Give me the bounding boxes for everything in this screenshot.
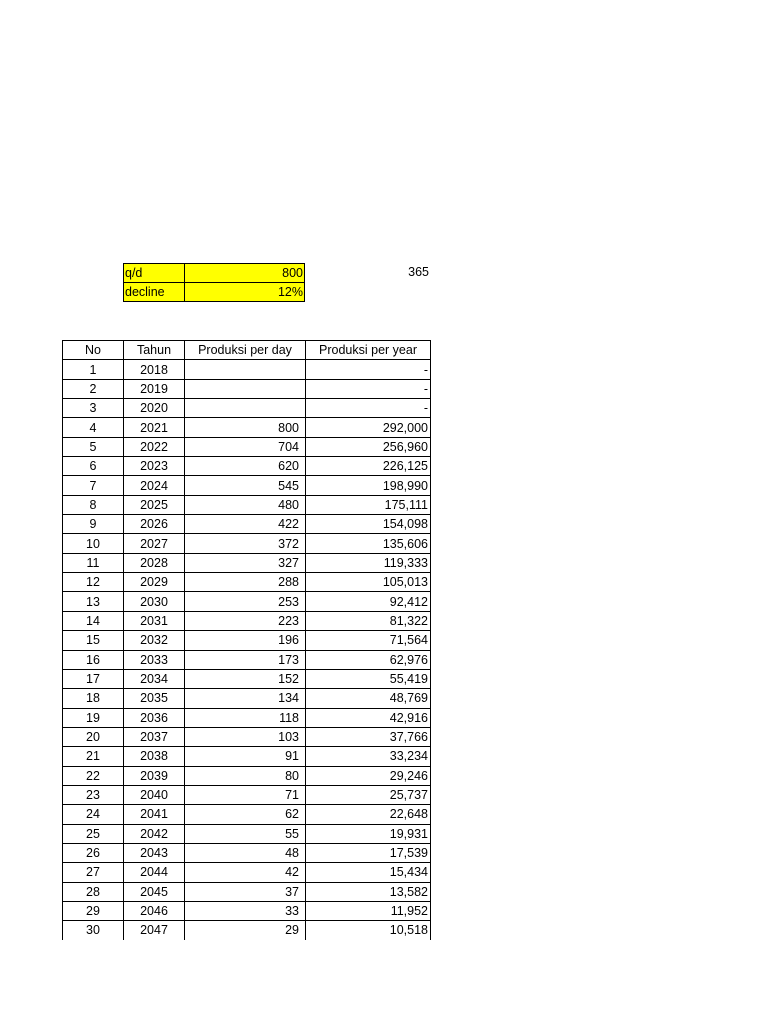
cell-produksi-per-day[interactable]: 118 bbox=[185, 708, 306, 727]
cell-no[interactable]: 1 bbox=[63, 360, 124, 379]
table-row bbox=[63, 399, 431, 418]
cell-tahun[interactable]: 2033 bbox=[124, 650, 185, 669]
cell-tahun[interactable]: 2035 bbox=[124, 689, 185, 708]
table-row bbox=[63, 785, 431, 804]
table-row bbox=[63, 650, 431, 669]
cell-no[interactable]: 6 bbox=[63, 457, 124, 476]
cell-produksi-per-year[interactable]: 175,111 bbox=[306, 495, 431, 514]
table-row bbox=[63, 515, 431, 534]
cell-produksi-per-year[interactable]: 81,322 bbox=[306, 611, 431, 630]
cell-produksi-per-day[interactable] bbox=[185, 379, 306, 398]
cell-tahun[interactable]: 2018 bbox=[124, 360, 185, 379]
cell-tahun[interactable]: 2026 bbox=[124, 515, 185, 534]
cell-produksi-per-year[interactable]: 256,960 bbox=[306, 437, 431, 456]
cell-produksi-per-day[interactable]: 134 bbox=[185, 689, 306, 708]
table-row bbox=[63, 689, 431, 708]
cell-no[interactable]: 2 bbox=[63, 379, 124, 398]
cell-no[interactable]: 27 bbox=[63, 863, 124, 882]
header-no[interactable]: No bbox=[63, 341, 124, 360]
cell-no[interactable]: 22 bbox=[63, 766, 124, 785]
cell-produksi-per-year[interactable]: 292,000 bbox=[306, 418, 431, 437]
cell-no[interactable]: 26 bbox=[63, 843, 124, 862]
table-row bbox=[63, 573, 431, 592]
cell-produksi-per-year[interactable]: 22,648 bbox=[306, 805, 431, 824]
cell-produksi-per-year[interactable]: 71,564 bbox=[306, 631, 431, 650]
cell-no[interactable]: 16 bbox=[63, 650, 124, 669]
cell-tahun[interactable]: 2030 bbox=[124, 592, 185, 611]
cell-tahun[interactable]: 2020 bbox=[124, 399, 185, 418]
cell-produksi-per-day[interactable]: 29 bbox=[185, 921, 306, 940]
cell-tahun[interactable]: 2047 bbox=[124, 921, 185, 940]
table-row bbox=[63, 495, 431, 514]
production-table bbox=[62, 340, 431, 940]
cell-produksi-per-year[interactable]: 37,766 bbox=[306, 727, 431, 746]
cell-produksi-per-year[interactable]: 55,419 bbox=[306, 669, 431, 688]
cell-tahun[interactable]: 2039 bbox=[124, 766, 185, 785]
table-row bbox=[63, 418, 431, 437]
cell-tahun[interactable]: 2024 bbox=[124, 476, 185, 495]
table-row bbox=[63, 553, 431, 572]
cell-no[interactable]: 23 bbox=[63, 785, 124, 804]
table-row bbox=[63, 534, 431, 553]
table-row bbox=[63, 766, 431, 785]
table-row bbox=[63, 631, 431, 650]
cell-tahun[interactable]: 2044 bbox=[124, 863, 185, 882]
cell-tahun[interactable]: 2040 bbox=[124, 785, 185, 804]
cell-tahun[interactable]: 2034 bbox=[124, 669, 185, 688]
qd-row bbox=[124, 264, 305, 283]
cell-tahun[interactable]: 2037 bbox=[124, 727, 185, 746]
cell-no[interactable]: 14 bbox=[63, 611, 124, 630]
decline-value[interactable]: 12% bbox=[185, 283, 305, 302]
table-row bbox=[63, 843, 431, 862]
cell-no[interactable]: 17 bbox=[63, 669, 124, 688]
cell-tahun[interactable]: 2029 bbox=[124, 573, 185, 592]
cell-produksi-per-day[interactable]: 152 bbox=[185, 669, 306, 688]
cell-produksi-per-year[interactable]: - bbox=[306, 399, 431, 418]
table-row bbox=[63, 379, 431, 398]
table-row bbox=[63, 611, 431, 630]
cell-no[interactable]: 18 bbox=[63, 689, 124, 708]
table-row bbox=[63, 708, 431, 727]
cell-produksi-per-day[interactable]: 800 bbox=[185, 418, 306, 437]
header-produksi-per-day[interactable]: Produksi per day bbox=[185, 341, 306, 360]
decline-label[interactable]: decline bbox=[124, 283, 185, 302]
table-row bbox=[63, 457, 431, 476]
cell-produksi-per-year[interactable]: 42,916 bbox=[306, 708, 431, 727]
cell-produksi-per-day[interactable]: 62 bbox=[185, 805, 306, 824]
cell-no[interactable]: 15 bbox=[63, 631, 124, 650]
cell-tahun[interactable]: 2025 bbox=[124, 495, 185, 514]
cell-no[interactable]: 5 bbox=[63, 437, 124, 456]
cell-produksi-per-day[interactable]: 37 bbox=[185, 882, 306, 901]
table-row bbox=[63, 437, 431, 456]
table-row bbox=[63, 824, 431, 843]
table-row bbox=[63, 476, 431, 495]
cell-no[interactable]: 3 bbox=[63, 399, 124, 418]
cell-produksi-per-day[interactable] bbox=[185, 360, 306, 379]
cell-produksi-per-year[interactable]: 119,333 bbox=[306, 553, 431, 572]
cell-produksi-per-year[interactable]: 105,013 bbox=[306, 573, 431, 592]
cell-produksi-per-year[interactable]: 62,976 bbox=[306, 650, 431, 669]
cell-produksi-per-day[interactable]: 327 bbox=[185, 553, 306, 572]
cell-produksi-per-year[interactable]: 10,518 bbox=[306, 921, 431, 940]
production-table-body bbox=[63, 360, 431, 940]
cell-produksi-per-day[interactable]: 173 bbox=[185, 650, 306, 669]
cell-tahun[interactable]: 2042 bbox=[124, 824, 185, 843]
cell-produksi-per-year[interactable]: 92,412 bbox=[306, 592, 431, 611]
cell-produksi-per-day[interactable]: 80 bbox=[185, 766, 306, 785]
cell-no[interactable]: 8 bbox=[63, 495, 124, 514]
table-row bbox=[63, 592, 431, 611]
cell-produksi-per-day[interactable] bbox=[185, 399, 306, 418]
cell-tahun[interactable]: 2045 bbox=[124, 882, 185, 901]
cell-produksi-per-day[interactable]: 223 bbox=[185, 611, 306, 630]
cell-no[interactable]: 13 bbox=[63, 592, 124, 611]
cell-produksi-per-day[interactable]: 253 bbox=[185, 592, 306, 611]
cell-produksi-per-year[interactable]: 135,606 bbox=[306, 534, 431, 553]
cell-produksi-per-year[interactable]: 11,952 bbox=[306, 901, 431, 920]
cell-produksi-per-day[interactable]: 372 bbox=[185, 534, 306, 553]
cell-produksi-per-day[interactable]: 71 bbox=[185, 785, 306, 804]
cell-tahun[interactable]: 2028 bbox=[124, 553, 185, 572]
header-produksi-per-year[interactable]: Produksi per year bbox=[306, 341, 431, 360]
cell-produksi-per-year[interactable]: 13,582 bbox=[306, 882, 431, 901]
cell-produksi-per-day[interactable]: 33 bbox=[185, 901, 306, 920]
cell-no[interactable]: 11 bbox=[63, 553, 124, 572]
cell-produksi-per-year[interactable]: 154,098 bbox=[306, 515, 431, 534]
cell-produksi-per-day[interactable]: 704 bbox=[185, 437, 306, 456]
cell-produksi-per-day[interactable]: 620 bbox=[185, 457, 306, 476]
table-row bbox=[63, 727, 431, 746]
table-row bbox=[63, 901, 431, 920]
cell-produksi-per-year[interactable]: 198,990 bbox=[306, 476, 431, 495]
cell-tahun[interactable]: 2043 bbox=[124, 843, 185, 862]
cell-tahun[interactable]: 2036 bbox=[124, 708, 185, 727]
cell-produksi-per-day[interactable]: 103 bbox=[185, 727, 306, 746]
cell-tahun[interactable]: 2038 bbox=[124, 747, 185, 766]
cell-produksi-per-day[interactable]: 42 bbox=[185, 863, 306, 882]
cell-no[interactable]: 12 bbox=[63, 573, 124, 592]
cell-produksi-per-year[interactable]: 226,125 bbox=[306, 457, 431, 476]
cell-produksi-per-day[interactable]: 48 bbox=[185, 843, 306, 862]
header-tahun[interactable]: Tahun bbox=[124, 341, 185, 360]
cell-no[interactable]: 25 bbox=[63, 824, 124, 843]
table-row bbox=[63, 805, 431, 824]
cell-no[interactable]: 28 bbox=[63, 882, 124, 901]
cell-produksi-per-year[interactable]: 48,769 bbox=[306, 689, 431, 708]
cell-tahun[interactable]: 2046 bbox=[124, 901, 185, 920]
table-row bbox=[63, 882, 431, 901]
cell-no[interactable]: 4 bbox=[63, 418, 124, 437]
cell-tahun[interactable]: 2022 bbox=[124, 437, 185, 456]
cell-produksi-per-day[interactable]: 480 bbox=[185, 495, 306, 514]
cell-produksi-per-day[interactable]: 288 bbox=[185, 573, 306, 592]
cell-tahun[interactable]: 2031 bbox=[124, 611, 185, 630]
cell-produksi-per-day[interactable]: 545 bbox=[185, 476, 306, 495]
table-row bbox=[63, 669, 431, 688]
parameter-table bbox=[123, 263, 305, 302]
cell-tahun[interactable]: 2019 bbox=[124, 379, 185, 398]
cell-no[interactable]: 10 bbox=[63, 534, 124, 553]
cell-tahun[interactable]: 2027 bbox=[124, 534, 185, 553]
cell-produksi-per-year[interactable]: 33,234 bbox=[306, 747, 431, 766]
cell-produksi-per-year[interactable]: 25,737 bbox=[306, 785, 431, 804]
cell-no[interactable]: 30 bbox=[63, 921, 124, 940]
cell-produksi-per-year[interactable]: 29,246 bbox=[306, 766, 431, 785]
cell-produksi-per-day[interactable]: 55 bbox=[185, 824, 306, 843]
cell-produksi-per-day[interactable]: 91 bbox=[185, 747, 306, 766]
cell-produksi-per-year[interactable]: 17,539 bbox=[306, 843, 431, 862]
cell-no[interactable]: 19 bbox=[63, 708, 124, 727]
qd-value[interactable]: 800 bbox=[185, 264, 305, 283]
table-row bbox=[63, 863, 431, 882]
cell-tahun[interactable]: 2041 bbox=[124, 805, 185, 824]
cell-produksi-per-year[interactable]: 19,931 bbox=[306, 824, 431, 843]
cell-tahun[interactable]: 2021 bbox=[124, 418, 185, 437]
table-row bbox=[63, 747, 431, 766]
production-table-header bbox=[63, 341, 431, 360]
cell-produksi-per-day[interactable]: 196 bbox=[185, 631, 306, 650]
cell-produksi-per-day[interactable]: 422 bbox=[185, 515, 306, 534]
cell-no[interactable]: 20 bbox=[63, 727, 124, 746]
cell-no[interactable]: 24 bbox=[63, 805, 124, 824]
table-row bbox=[63, 921, 431, 940]
cell-no[interactable]: 21 bbox=[63, 747, 124, 766]
decline-row bbox=[124, 283, 305, 302]
days-per-year-cell[interactable]: 365 bbox=[408, 265, 429, 279]
cell-produksi-per-year[interactable]: - bbox=[306, 360, 431, 379]
cell-produksi-per-year[interactable]: 15,434 bbox=[306, 863, 431, 882]
cell-tahun[interactable]: 2032 bbox=[124, 631, 185, 650]
cell-produksi-per-year[interactable]: - bbox=[306, 379, 431, 398]
cell-no[interactable]: 29 bbox=[63, 901, 124, 920]
cell-tahun[interactable]: 2023 bbox=[124, 457, 185, 476]
table-row bbox=[63, 360, 431, 379]
cell-no[interactable]: 7 bbox=[63, 476, 124, 495]
qd-label[interactable]: q/d bbox=[124, 264, 185, 283]
cell-no[interactable]: 9 bbox=[63, 515, 124, 534]
